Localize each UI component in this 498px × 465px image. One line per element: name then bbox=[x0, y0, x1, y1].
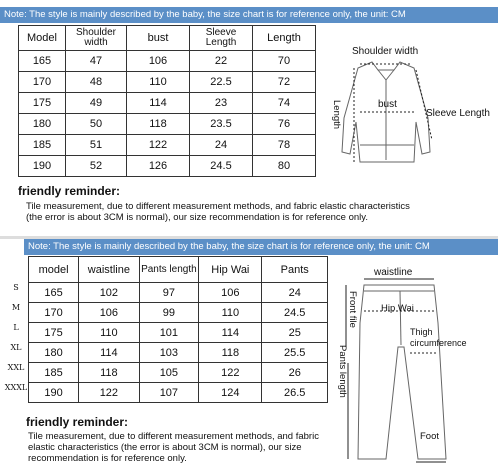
top-header-bust: bust bbox=[127, 26, 190, 51]
table-cell: 24 bbox=[262, 283, 328, 303]
pants-diagram bbox=[334, 263, 494, 463]
top-reminder-title: friendly reminder: bbox=[18, 184, 121, 198]
table-cell: 106 bbox=[79, 303, 139, 323]
table-cell: 118 bbox=[199, 343, 262, 363]
table-cell: 185 bbox=[29, 363, 79, 383]
table-cell: 97 bbox=[139, 283, 199, 303]
thigh-label: Thigh circumference bbox=[410, 327, 467, 348]
table-cell: 105 bbox=[139, 363, 199, 383]
table-cell: 51 bbox=[66, 135, 127, 156]
size-letter-column bbox=[4, 277, 28, 397]
table-cell: 118 bbox=[127, 114, 190, 135]
size-letter: L bbox=[13, 323, 19, 332]
shirt-collar bbox=[378, 70, 394, 80]
table-cell: 107 bbox=[139, 383, 199, 403]
top-header-sleeve: Sleeve Length bbox=[190, 26, 253, 51]
pants-length-label: Pants length bbox=[337, 345, 348, 398]
bottom-note-banner: Note: The style is mainly described by the baby, the size chart is for reference only, the unit: CM bbox=[24, 239, 498, 255]
table-cell: 23 bbox=[190, 93, 253, 114]
table-cell: 26.5 bbox=[262, 383, 328, 403]
table-cell: 118 bbox=[79, 363, 139, 383]
table-cell: 180 bbox=[19, 114, 66, 135]
sleeve-length-label: Sleeve Length bbox=[426, 108, 490, 119]
table-cell: 103 bbox=[139, 343, 199, 363]
size-letter: S bbox=[13, 283, 19, 292]
top-note-banner: Note: The style is mainly described by the baby, the size chart is for reference only, the unit: CM bbox=[0, 7, 498, 23]
table-cell: 22.5 bbox=[190, 72, 253, 93]
table-cell: 106 bbox=[199, 283, 262, 303]
table-cell: 175 bbox=[29, 323, 79, 343]
bottom-size-chart bbox=[0, 239, 498, 465]
table-cell: 165 bbox=[19, 51, 66, 72]
table-cell: 24.5 bbox=[190, 156, 253, 177]
table-cell: 24 bbox=[190, 135, 253, 156]
bottom-header-model: model bbox=[29, 257, 79, 283]
foot-label: Foot bbox=[420, 431, 440, 442]
bottom-header-hip: Hip Wai bbox=[199, 257, 262, 283]
bottom-header-pants: Pants bbox=[262, 257, 328, 283]
top-reminder-text: Tile measurement, due to different measurement methods, and fabric elastic characteristics (the error is about 3CM is normal), our size recommendation is for reference only. bbox=[26, 201, 410, 223]
size-letter: XXL bbox=[7, 363, 25, 372]
table-cell: 110 bbox=[199, 303, 262, 323]
bottom-reminder-title: friendly reminder: bbox=[26, 415, 129, 429]
table-cell: 25 bbox=[262, 323, 328, 343]
table-cell: 78 bbox=[253, 135, 316, 156]
table-cell: 170 bbox=[29, 303, 79, 323]
table-cell: 175 bbox=[19, 93, 66, 114]
table-cell: 50 bbox=[66, 114, 127, 135]
table-cell: 122 bbox=[127, 135, 190, 156]
table-cell: 48 bbox=[66, 72, 127, 93]
bust-label: bust bbox=[378, 99, 397, 110]
table-cell: 110 bbox=[127, 72, 190, 93]
table-cell: 126 bbox=[127, 156, 190, 177]
top-header-length: Length bbox=[253, 26, 316, 51]
table-cell: 49 bbox=[66, 93, 127, 114]
table-cell: 102 bbox=[79, 283, 139, 303]
bottom-header-pants-length: Pants length bbox=[139, 257, 199, 283]
table-cell: 170 bbox=[19, 72, 66, 93]
table-cell: 190 bbox=[29, 383, 79, 403]
bottom-reminder-text: Tile measurement, due to different measurement methods, and fabric elastic characteristics (the error is about 3CM is normal), our size recommendation is for reference only. bbox=[28, 431, 319, 464]
table-cell: 76 bbox=[253, 114, 316, 135]
table-cell: 106 bbox=[127, 51, 190, 72]
table-cell: 124 bbox=[199, 383, 262, 403]
table-cell: 52 bbox=[66, 156, 127, 177]
table-cell: 185 bbox=[19, 135, 66, 156]
table-cell: 72 bbox=[253, 72, 316, 93]
table-cell: 47 bbox=[66, 51, 127, 72]
table-cell: 74 bbox=[253, 93, 316, 114]
front-file-label: Front file bbox=[347, 291, 358, 328]
length-label: Length bbox=[331, 100, 342, 130]
table-cell: 99 bbox=[139, 303, 199, 323]
table-cell: 180 bbox=[29, 343, 79, 363]
table-cell: 122 bbox=[79, 383, 139, 403]
table-cell: 70 bbox=[253, 51, 316, 72]
table-cell: 165 bbox=[29, 283, 79, 303]
table-cell: 22 bbox=[190, 51, 253, 72]
top-header-model: Model bbox=[19, 26, 66, 51]
top-size-table bbox=[18, 25, 316, 177]
hip-label: Hip Wai bbox=[381, 303, 414, 314]
table-cell: 23.5 bbox=[190, 114, 253, 135]
shoulder-width-label: Shoulder width bbox=[352, 46, 419, 57]
table-cell: 110 bbox=[79, 323, 139, 343]
table-cell: 114 bbox=[199, 323, 262, 343]
size-letter: M bbox=[11, 303, 21, 312]
top-header-shoulder: Shoulder width bbox=[66, 26, 127, 51]
table-cell: 80 bbox=[253, 156, 316, 177]
table-cell: 122 bbox=[199, 363, 262, 383]
bottom-header-waistline: waistline bbox=[79, 257, 139, 283]
bottom-size-table bbox=[28, 256, 328, 403]
table-cell: 25.5 bbox=[262, 343, 328, 363]
size-letter: XL bbox=[10, 343, 22, 352]
table-cell: 190 bbox=[19, 156, 66, 177]
table-cell: 114 bbox=[79, 343, 139, 363]
table-cell: 24.5 bbox=[262, 303, 328, 323]
size-letter: XXXL bbox=[4, 383, 28, 392]
waistline-label: waistline bbox=[374, 267, 413, 278]
table-cell: 114 bbox=[127, 93, 190, 114]
table-cell: 26 bbox=[262, 363, 328, 383]
table-cell: 101 bbox=[139, 323, 199, 343]
